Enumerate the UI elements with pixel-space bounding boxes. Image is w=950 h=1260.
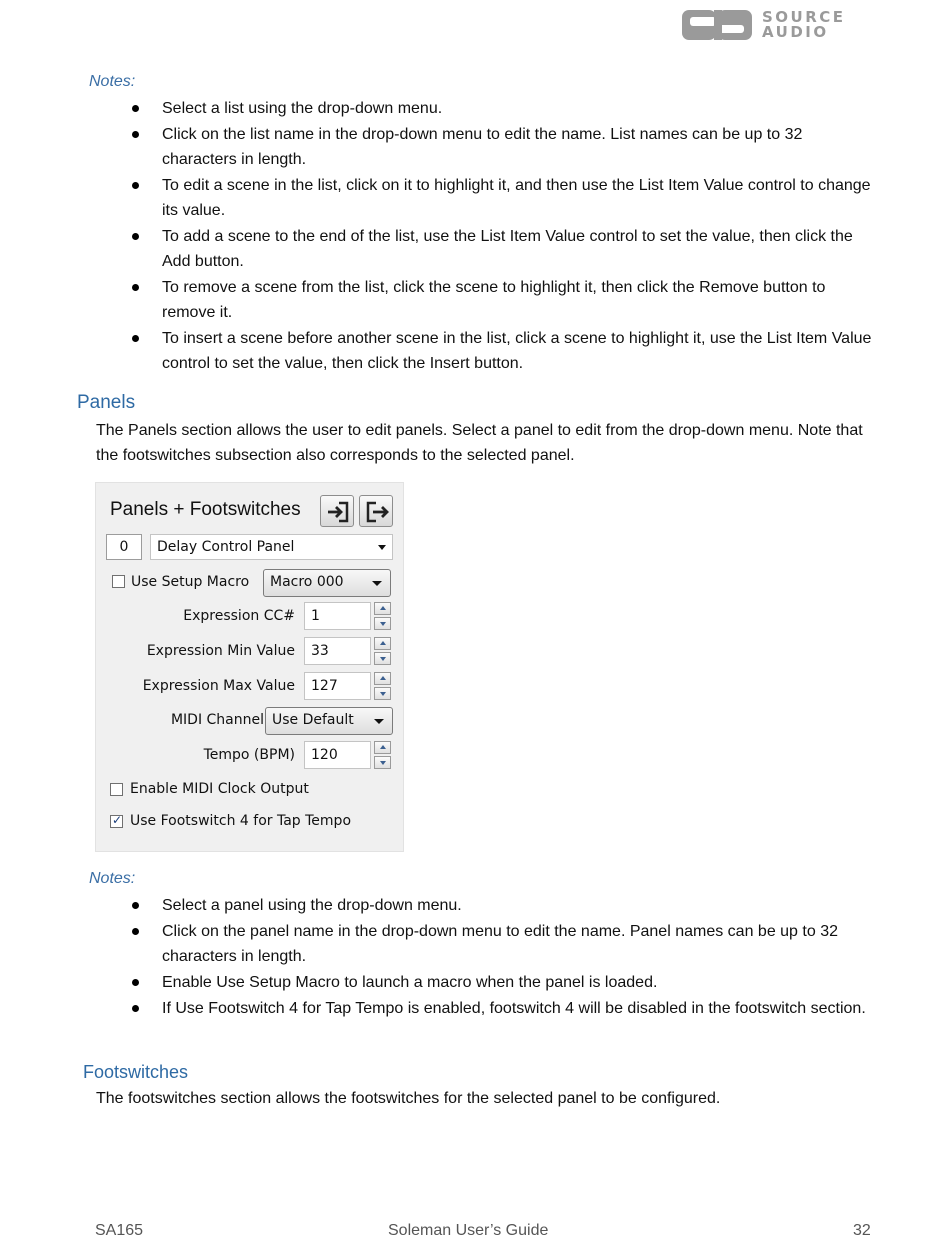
footer-title: Soleman User’s Guide: [388, 1222, 549, 1239]
expression-cc-input[interactable]: 1: [304, 602, 371, 630]
panels-footswitches-dialog: [95, 482, 404, 852]
tempo-label: Tempo (BPM): [203, 747, 295, 763]
export-icon: [364, 500, 390, 524]
footswitches-description: The footswitches section allows the footswitches for the selected panel to be configured.: [96, 1090, 721, 1107]
panel-notes: [130, 893, 880, 1022]
use-setup-macro-checkbox[interactable]: [112, 575, 125, 588]
expression-min-spinner: [374, 637, 391, 665]
panel-number-field[interactable]: 0: [106, 534, 142, 560]
spin-down-button[interactable]: [374, 756, 391, 769]
panel-note-item: Select a panel using the drop-down menu.: [130, 893, 880, 918]
panels-heading: Panels: [77, 392, 136, 413]
list-notes: [130, 96, 880, 377]
expression-max-label: Expression Max Value: [142, 678, 295, 694]
spin-up-button[interactable]: [374, 672, 391, 685]
source-audio-logo: [680, 8, 876, 44]
midi-channel-label: MIDI Channel: [170, 712, 264, 728]
spin-down-button[interactable]: [374, 652, 391, 665]
panel-notes-label: Notes:: [89, 870, 136, 887]
import-button[interactable]: [320, 495, 354, 527]
chevron-down-icon: [374, 719, 384, 724]
footswitches-heading: Footswitches: [83, 1062, 189, 1082]
page-number: 32: [853, 1222, 871, 1239]
panels-description: The Panels section allows the user to edit panels. Select a panel to edit from the drop-down menu. Note that the footswitches subsection also corresponds to the selected panel.: [96, 422, 863, 464]
tap-tempo-checkbox[interactable]: [110, 815, 123, 828]
use-setup-macro-label: Use Setup Macro: [131, 574, 250, 590]
expression-max-input[interactable]: 127: [304, 672, 371, 700]
chevron-down-icon: [372, 581, 382, 586]
chevron-down-icon: [378, 545, 386, 550]
panel-note-item: Enable Use Setup Macro to launch a macro when the panel is loaded.: [130, 970, 880, 995]
export-button[interactable]: [359, 495, 393, 527]
tap-tempo-label: Use Footswitch 4 for Tap Tempo: [130, 813, 352, 829]
logo-line-1: SOURCE: [762, 8, 846, 26]
logo-line-2: AUDIO: [762, 23, 829, 41]
spin-up-button[interactable]: [374, 602, 391, 615]
spin-up-button[interactable]: [374, 637, 391, 650]
midi-channel-value: Use Default: [272, 712, 354, 728]
panel-select[interactable]: [150, 534, 393, 560]
expression-cc-spinner: [374, 602, 391, 630]
spin-down-button[interactable]: [374, 687, 391, 700]
list-note-item: Click on the list name in the drop-down menu to edit the name. List names can be up to 32 characters in length.: [130, 122, 880, 172]
list-note-item: To remove a scene from the list, click the scene to highlight it, then click the Remove button to remove it.: [130, 275, 880, 325]
list-note-item: Select a list using the drop-down menu.: [130, 96, 880, 121]
midi-clock-label: Enable MIDI Clock Output: [130, 781, 309, 797]
tempo-input[interactable]: 120: [304, 741, 371, 769]
panel-note-item: If Use Footswitch 4 for Tap Tempo is enabled, footswitch 4 will be disabled in the footswitch section.: [130, 996, 880, 1021]
midi-clock-checkbox[interactable]: [110, 783, 123, 796]
expression-min-label: Expression Min Value: [146, 643, 295, 659]
source-audio-logo-mark: [680, 8, 754, 42]
logo-wordmark: [762, 10, 846, 40]
footer-doc-code: SA165: [95, 1222, 144, 1239]
spin-down-button[interactable]: [374, 617, 391, 630]
expression-min-input[interactable]: 33: [304, 637, 371, 665]
macro-select-value: Macro 000: [270, 574, 344, 590]
midi-channel-select[interactable]: [265, 707, 393, 735]
expression-max-spinner: [374, 672, 391, 700]
expression-cc-label: Expression CC#: [183, 608, 295, 624]
list-note-item: To edit a scene in the list, click on it to highlight it, and then use the List Item Value control to change its value.: [130, 173, 880, 223]
list-notes-label: Notes:: [89, 73, 136, 90]
tempo-spinner: [374, 741, 391, 769]
list-note-item: To add a scene to the end of the list, use the List Item Value control to set the value, then click the Add button.: [130, 224, 880, 274]
panel-note-item: Click on the panel name in the drop-down menu to edit the name. Panel names can be up to 32 characters in length.: [130, 919, 880, 969]
spin-up-button[interactable]: [374, 741, 391, 754]
import-icon: [325, 500, 351, 524]
macro-select[interactable]: [263, 569, 391, 597]
dialog-title: Panels + Footswitches: [110, 499, 301, 520]
list-note-item: To insert a scene before another scene in the list, click a scene to highlight it, use the List Item Value control to set the value, then click the Insert button.: [130, 326, 880, 376]
panel-select-value: Delay Control Panel: [157, 539, 295, 555]
